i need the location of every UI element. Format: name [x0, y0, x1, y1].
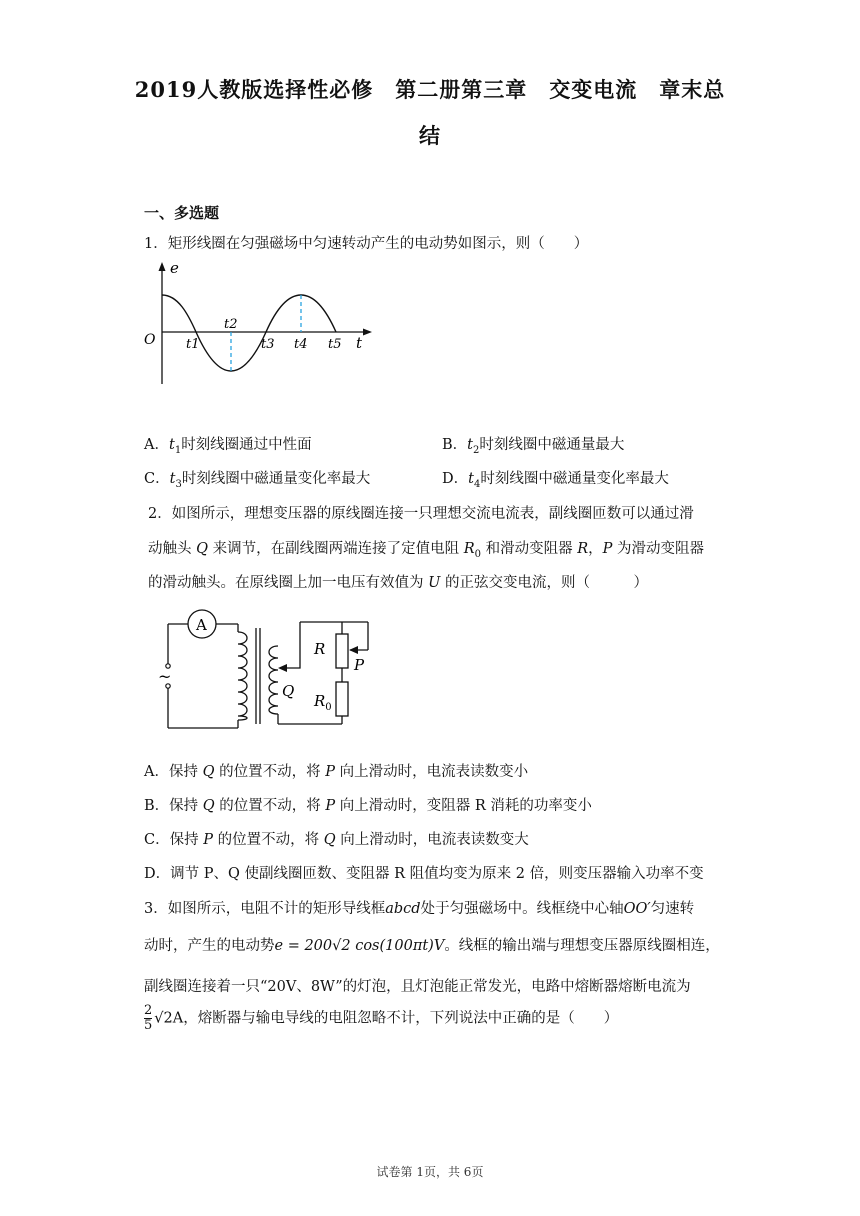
graph-tick-t3: t3 [261, 337, 275, 352]
label-p: P [354, 656, 365, 674]
q1-option-c[interactable]: C．$t_3$时刻线圈中磁通量变化率最大 [144, 471, 371, 490]
graph-tick-t4: t4 [294, 337, 308, 352]
graph-tick-t2: t2 [224, 317, 238, 332]
graph-y-label: e [170, 259, 179, 277]
page-title-line2: 结 [419, 123, 441, 148]
graph-x-arrow [363, 329, 372, 336]
resistor-r0 [336, 682, 348, 716]
graph-tick-t1: t1 [186, 337, 200, 352]
page-title-line1: 2019人教版选择性必修 第二册第三章 交变电流 章末总 [134, 77, 726, 102]
primary-coil [238, 632, 247, 720]
ac-source-symbol: ~ [158, 667, 172, 686]
label-q: Q [282, 682, 295, 700]
graph-emf-curve [162, 295, 336, 371]
graph-origin-label: O [144, 332, 156, 348]
q3-stem-line4: $\frac{2}{5}$ √2A，熔断器与输电导线的电阻忽略不计，下列说法中正确的是（ ） [144, 1003, 619, 1033]
graph-tick-t5: t5 [328, 337, 342, 352]
q3-stem-line3: 副线圈连接着一只“20V、8W”的灯泡，且灯泡能正常发光，电路中熔断器熔断电流为 [144, 979, 691, 995]
label-r: R [314, 640, 326, 658]
p-slider-arrow [349, 646, 358, 654]
q1-option-a[interactable]: A．$t_1$时刻线圈通过中性面 [144, 437, 312, 456]
fuse-current-fraction: $\frac{2}{5}$ [144, 1003, 153, 1033]
q1-emf-graph [138, 256, 378, 392]
emf-formula: e = 200√2 cos(100πt)V [274, 938, 445, 954]
label-r0: $R_0$ [314, 692, 332, 713]
q2-stem-line2: 动触头 Q 来调节，在副线圈两端连接了定值电阻 $R_0$ 和滑动变阻器 R，P 为滑动变阻器 [148, 541, 705, 560]
q1-option-d[interactable]: D．$t_4$时刻线圈中磁通量变化率最大 [442, 471, 669, 490]
q3-stem-line2: 动时，产生的电动势e = 200√2 cos(100πt)V。线框的输出端与理想变压器原线圈相连， [144, 938, 720, 954]
q3-stem-line1: 3．如图所示，电阻不计的矩形导线框abcd处于匀强磁场中。线框绕中心轴OO′匀速转 [144, 901, 695, 917]
q2-option-d[interactable]: D．调节 P、Q 使副线圈匝数、变阻器 R 阻值均变为原来 2 倍，则变压器输入功率不变 [144, 866, 704, 882]
resistor-r [336, 634, 348, 668]
q2-option-b[interactable]: B．保持 Q 的位置不动，将 P 向上滑动时，变阻器 R 消耗的功率变小 [144, 798, 592, 814]
graph-y-arrow [159, 262, 166, 271]
q-slider-arrow [278, 664, 287, 672]
q2-circuit-diagram [150, 606, 390, 736]
page-footer: 试卷第 1页，共 6页 [376, 1165, 484, 1179]
q1-option-b[interactable]: B．$t_2$时刻线圈中磁通量最大 [442, 437, 625, 456]
q2-option-c[interactable]: C．保持 P 的位置不动，将 Q 向上滑动时，电流表读数变大 [144, 832, 529, 848]
q2-stem-line3: 的滑动触头。在原线圈上加一电压有效值为 U 的正弦交变电流，则（ ） [148, 575, 648, 591]
q2-option-a[interactable]: A．保持 Q 的位置不动，将 P 向上滑动时，电流表读数变小 [144, 764, 529, 780]
ammeter-label: A [196, 616, 207, 634]
q1-stem: 1．矩形线圈在匀强磁场中匀速转动产生的电动势如图示，则（ ） [144, 236, 589, 252]
section-heading: 一、多选题 [144, 204, 220, 222]
q2-stem-line1: 2．如图所示，理想变压器的原线圈连接一只理想交流电流表，副线圈匝数可以通过滑 [148, 506, 694, 522]
graph-x-label: t [356, 334, 363, 352]
secondary-coil [269, 646, 278, 714]
